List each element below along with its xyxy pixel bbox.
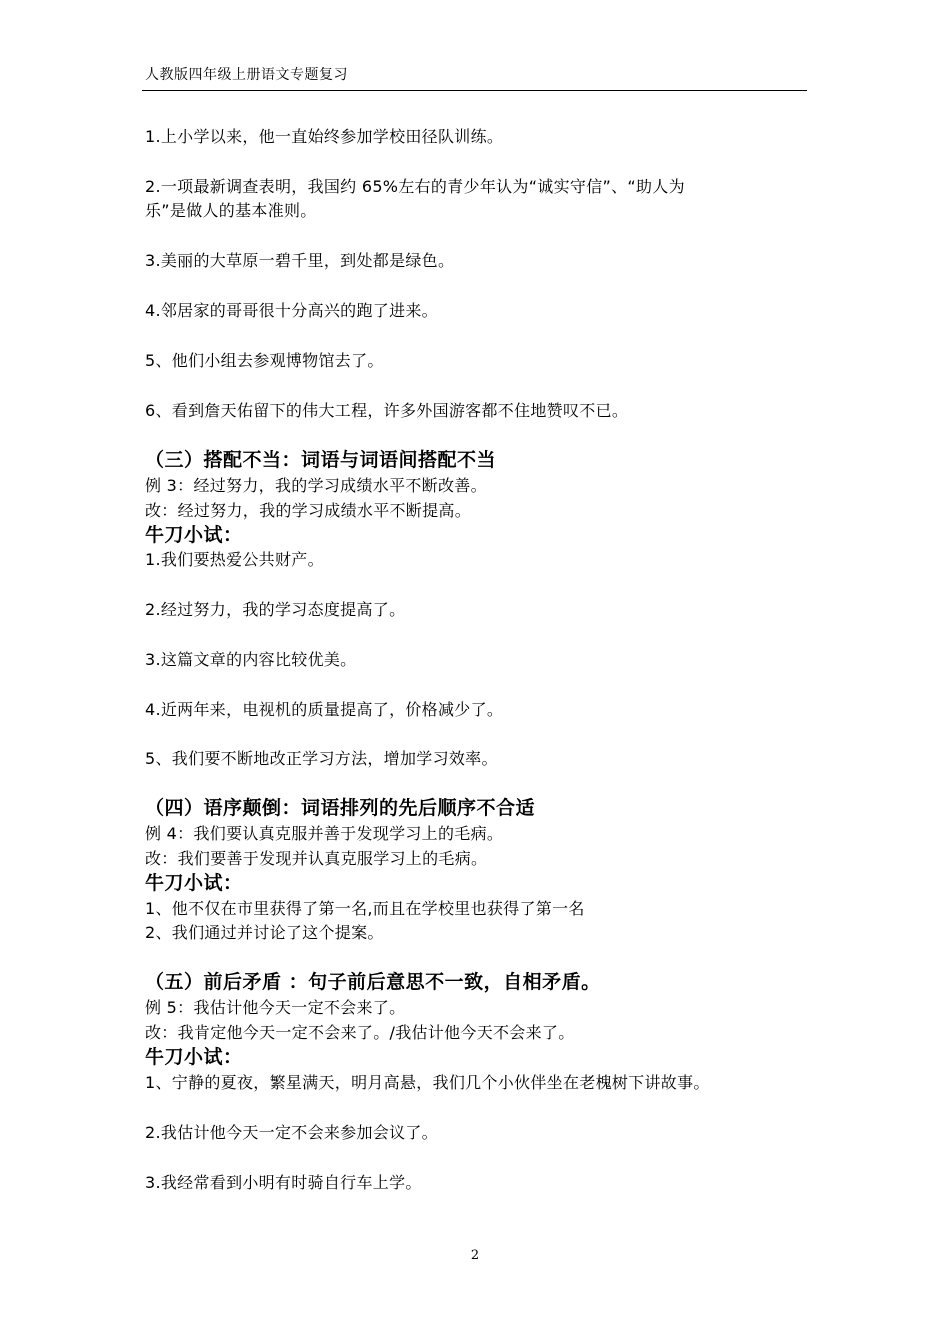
- exercise-line: 1.我们要热爱公共财产。: [145, 550, 324, 569]
- example-line: 例 4：我们要认真克服并善于发现学习上的毛病。: [145, 824, 504, 843]
- exercise-line: 2.经过努力，我的学习态度提高了。: [145, 600, 406, 619]
- correction-line: 改：我肯定他今天一定不会来了。/我估计他今天不会来了。: [145, 1023, 575, 1042]
- section-heading: （三）搭配不当：词语与词语间搭配不当: [145, 449, 497, 471]
- exercise-line: 3.美丽的大草原一碧千里，到处都是绿色。: [145, 251, 455, 270]
- exercise-line: 1、他不仅在市里获得了第一名,而且在学校里也获得了第一名: [145, 899, 585, 918]
- section-heading: （四）语序颠倒：词语排列的先后顺序不合适: [145, 797, 536, 819]
- correction-line: 改：经过努力，我的学习成绩水平不断提高。: [145, 501, 472, 520]
- exercise-line: 6、看到詹天佑留下的伟大工程，许多外国游客都不住地赞叹不已。: [145, 401, 629, 420]
- section-heading: （五）前后矛盾 ：句子前后意思不一致，自相矛盾。: [145, 971, 601, 993]
- example-line: 例 3：经过努力，我的学习成绩水平不断改善。: [145, 476, 487, 495]
- exercise-line: 2、我们通过并讨论了这个提案。: [145, 923, 384, 942]
- practice-label: 牛刀小试：: [145, 872, 243, 894]
- header-rule: [142, 90, 807, 91]
- exercise-line: 5、他们小组去参观博物馆去了。: [145, 351, 384, 370]
- exercise-line: 1、宁静的夏夜，繁星满天，明月高悬，我们几个小伙伴坐在老槐树下讲故事。: [145, 1073, 710, 1092]
- exercise-line: 1.上小学以来，他一直始终参加学校田径队训练。: [145, 127, 504, 146]
- practice-label: 牛刀小试：: [145, 1046, 243, 1068]
- correction-line: 改：我们要善于发现并认真克服学习上的毛病。: [145, 849, 488, 868]
- exercise-line: 3.这篇文章的内容比较优美。: [145, 650, 357, 669]
- exercise-line: 3.我经常看到小明有时骑自行车上学。: [145, 1173, 422, 1192]
- example-line: 例 5：我估计他今天一定不会来了。: [145, 998, 406, 1017]
- page-number: 2: [470, 1248, 480, 1263]
- exercise-line: 5、我们要不断地改正学习方法，增加学习效率。: [145, 749, 498, 768]
- exercise-line: 4.邻居家的哥哥很十分高兴的跑了进来。: [145, 301, 438, 320]
- exercise-line: 乐”是做人的基本准则。: [145, 201, 317, 220]
- practice-label: 牛刀小试：: [145, 524, 243, 546]
- exercise-line: 4.近两年来，电视机的质量提高了，价格减少了。: [145, 700, 504, 719]
- exercise-line: 2.我估计他今天一定不会来参加会议了。: [145, 1123, 438, 1142]
- exercise-line: 2.一项最新调查表明，我国约 65%左右的青少年认为“诚实守信”、“助人为: [145, 177, 685, 196]
- page-header: 人教版四年级上册语文专题复习: [145, 67, 348, 83]
